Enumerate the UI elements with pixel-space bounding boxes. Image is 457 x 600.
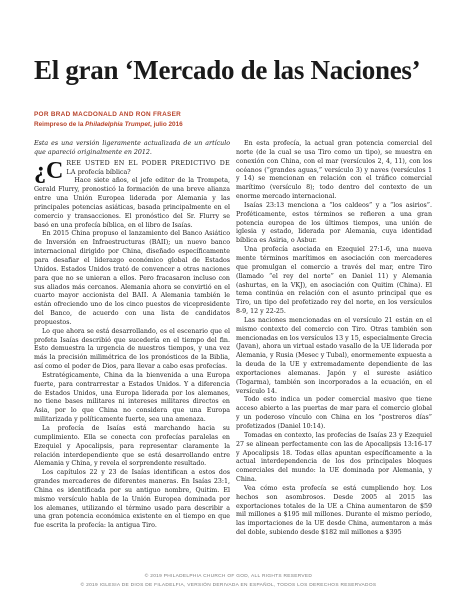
lead-paragraph <box>34 157 230 184</box>
byline <box>34 110 434 130</box>
paragraph: Todo esto indica un poder comercial masivo que tiene acceso abierto a las puertas de mar para el comercio global y un poderoso vínculo con China en los “postreros días” profetizados (Daniel 10:14). <box>236 396 432 430</box>
paragraph: En 2015 China propuso el lanzamiento del Banco Asiático de Inversión en Infraestructuras (BAII); un nuevo banco internacional dirigido por China, diseñado específicamente para desafiar el liderazgo económico global de Estados Unidos. Estados Unidos trató de convencer a otras naciones para que no se unieran a ellos. Pero fracasaron incluso con sus aliados más cercanos. Alemania ahora se convirtió en el cuarto mayor accionista del BAII. A Alemania también le están ofreciendo uno de los cinco puestos de vicepresidente del Banco, de acuerdo con una lista de candidatos propuestos. <box>34 230 230 326</box>
paragraph: Tomadas en contexto, las profecías de Isaías 23 y Ezequiel 27 se alinean perfectamente con las de Apocalipsis 13:16-17 y Apocalipsis 18. Todas ellas apuntan específicamente a la actual interdependencia de los dos principales bloques comerciales del mundo: la UE dominada por Alemania, y China. <box>236 431 432 484</box>
reprint-prefix: Reimpreso de la <box>34 121 86 128</box>
copyright-english: © 2019 PHILADELPHIA CHURCH OF GOD, ALL RIGHTS RESERVED <box>144 574 313 579</box>
reprint-note <box>34 120 434 130</box>
paragraph: En esta profecía, la actual gran potencia comercial del norte (de la cual se usa Tiro como un tipo), se muestra en conexión con China, con el mar (versículos 2, 4, 11), con los océanos (“grandes aguas,” versículo 3) y naves (versículos 1 y 14) se mencionan en relación con el tráfico comercial marítimo (versículo 8); todo dentro del contexto de un enorme mercado internacional. <box>236 140 432 201</box>
paragraph: Estratégicamente, China da la bienvenida a una Europa fuerte, para contrarrestar a Estados Unidos. Y a diferencia de Estados Unidos, una Europa liderada por los alemanes, no tiene bases militares ni intereses militares directos en Asia, por lo que China no considera que una Europa militarizada y políticamente fuerte, sea una amenaza. <box>34 371 230 424</box>
copyright-spanish: © 2019 IGLESIA DE DIOS DE FILADELFIA, VERSIÓN DERIVADA EN ESPAÑOL, TODOS LOS DERECHOS RESERVADOS <box>80 583 377 588</box>
left-column <box>34 140 230 531</box>
paragraph: Vea cómo esta profecía se está cumpliendo hoy. Los hechos son asombrosos. Desde 2005 al 2015 las exportaciones totales de la UE a China aumentaron de $59 mil millones a $195 mil millones. Durante el mismo período, las importaciones de la UE desde China, aumentaron a más del doble, subiendo desde $182 mil millones a $395 <box>236 484 432 537</box>
article-intro: Esta es una versión ligeramente actualizada de un artículo que apareció originalmente en 2012. <box>34 140 230 156</box>
right-column <box>236 140 432 538</box>
drop-cap: ¿C <box>34 157 64 184</box>
paragraph: Lo que ahora se está desarrollando, es el escenario que el profeta Isaías describió que sucedería en el tiempo del fin. Esto demuestra la urgencia de nuestros tiempos, y una vez más la precisión milimétrica de los pronósticos de la Biblia, así como el poder de Dios, para llevar a cabo esas profecías. <box>34 327 230 371</box>
lead-rest: profecía bíblica? <box>75 168 131 176</box>
article-title: El gran ‘Mercado de las Naciones’ <box>34 55 421 85</box>
article-authors: POR BRAD MACDONALD AND RON FRASER <box>34 111 182 118</box>
paragraph: Las naciones mencionadas en el versículo 21 están en el mismo contexto del comercio con Tiro. Otras también son mencionadas en los versículos 13 y 15, especialmente Grecia (Javan), ahora un virtual estado vasallo de la UE liderada por Alemania, y Rusia (Mesec y Tubal), enormemente expuesta a la deuda de la UE y extremadamente dependiente de las exportaciones alemanas. Japón y el sureste asiático (Togarma), también son incorporados a la ecuación, en el versículo 14. <box>236 316 432 395</box>
reprint-publication: Philadelphia Trumpet <box>85 121 151 128</box>
paragraph: Isaías 23:13 menciona a “los caldeos” y a “los asirios”. Proféticamente, estos términos se refieren a una gran potencia europea de los últimos tiempos, una unión de iglesia y estado, liderada por Alemania, cuya identidad bíblica es Asiria, o Asbur. <box>236 201 432 245</box>
paragraph: Una profecía asociada en Ezequiel 27:1-6, una nueva mente términos marítimos en asociación con mercaderes que promulgan el comercio a través del mar, entre Tiro (llamado “el rey del norte” en Daniel 11) y Alemania (ashurtas, en la VKJ), en asociación con Quitim (China). El tema continúa en relación con el asunto principal que es Tiro, un tipo del profetizado rey del norte, en los versículos 8-9, 12 y 22-25. <box>236 246 432 316</box>
paragraph: Los capítulos 22 y 23 de Isaías identifican a estos dos grandes mercaderes de diferentes maneras. En Isaías 23:1, China es identificada por su antiguo nombre, Quitim. El mismo versículo habla de la Unión Europea dominada por los alemanes, utilizando el término usado para describir a una gran potencia económica existente en el tiempo en que fue escrita la profecía: la antigua Tiro. <box>34 469 230 530</box>
paragraph: Hace siete años, el jefe editor de la Trompeta, Gerald Flurry, pronosticó la formación de una breve alianza entre una Unión Europea liderada por Alemania y las principales potencias asiáticas, basada principalmente en el comercio y transacciones. El pronóstico del Sr. Flurry se basó en una profecía bíblica, en el libro de Isaías. <box>34 177 230 229</box>
paragraph: La profecía de Isaías está marchando hacia su cumplimiento. Ella se conecta con profecías paralelas en Ezequiel y Apocalipsis, para representar claramente la relación interdependiente que se está desarrollando entre Alemania y China, y revela el sorprendente resultado. <box>34 425 230 468</box>
lead-smallcaps: REE USTED EN EL PODER PREDICTIVO DE LA <box>66 159 230 176</box>
reprint-date: , julio 2016 <box>150 121 183 128</box>
